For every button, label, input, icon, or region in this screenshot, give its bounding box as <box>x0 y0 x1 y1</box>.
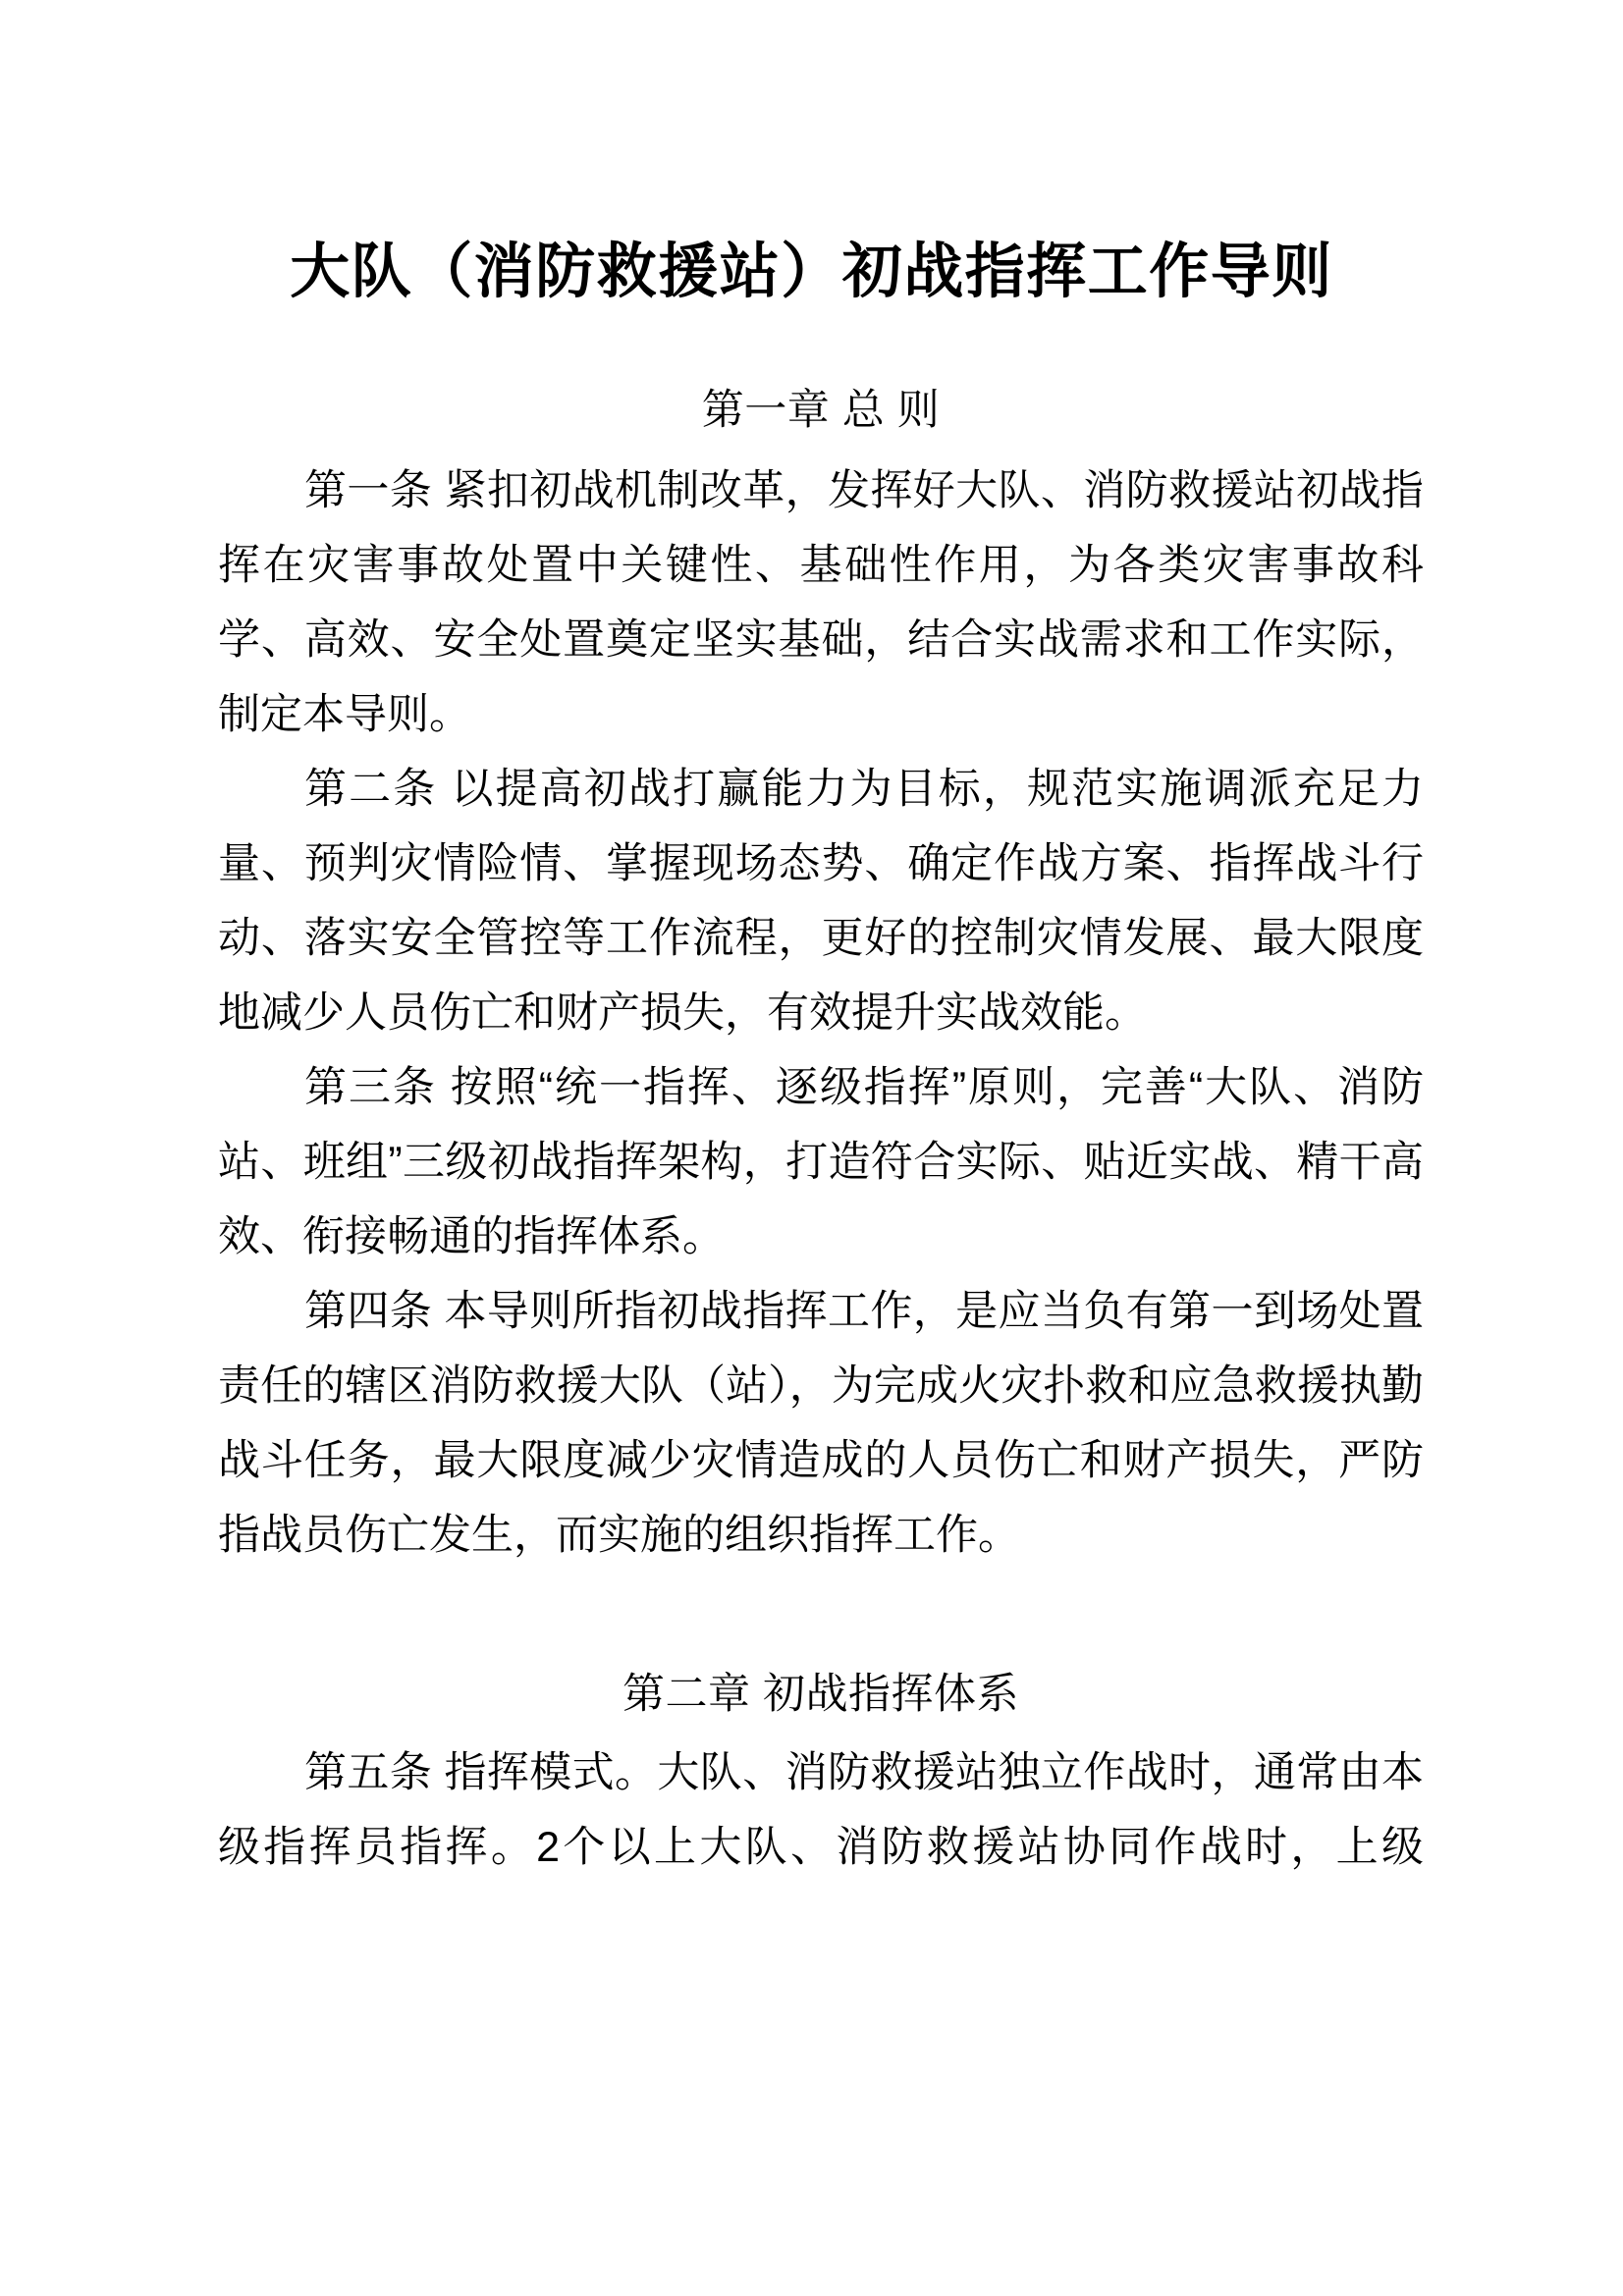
page-title: 大队（消防救援站）初战指挥工作导则 <box>290 237 1333 304</box>
chapter-heading-1: 第一章 总 则 <box>701 387 941 434</box>
article-paragraph-1: 第一条 紧扣初战机制改革，发挥好大队、消防救援站初战指挥在灾害事故处置中关键性、基础性作用，为各类灾害事故科学、高效、安全处置奠定坚实基础，结合实战需求和工作实际，制定本导则。 <box>218 467 1424 738</box>
article-paragraph-5: 第五条 指挥模式。大队、消防救援站独立作战时，通常由本级指挥员指挥。2个以上大队、消防救援站协同作战时，上级 <box>218 1749 1424 1871</box>
document-body <box>218 373 1424 1885</box>
chapter-heading-2: 第二章 初战指挥体系 <box>622 1671 1019 1718</box>
article-paragraph-3: 第三条 按照“统一指挥、逐级指挥”原则，完善“大队、消防站、班组”三级初战指挥架构，打造符合实际、贴近实战、精干高效、衔接畅通的指挥体系。 <box>218 1064 1424 1260</box>
article-paragraph-2: 第二条 以提高初战打赢能力为目标，规范实施调派充足力量、预判灾情险情、掌握现场态势、确定作战方案、指挥战斗行动、落实安全管控等工作流程，更好的控制灾情发展、最大限度地减少人员伤亡和财产损失，有效提升实战效能。 <box>218 766 1424 1037</box>
article-paragraph-4: 第四条 本导则所指初战指挥工作，是应当负有第一到场处置责任的辖区消防救援大队（站），为完成火灾扑救和应急救援执勤战斗任务，最大限度减少灾情造成的人员伤亡和财产损失，严防指战员伤亡发生，而实施的组织指挥工作。 <box>218 1288 1424 1559</box>
